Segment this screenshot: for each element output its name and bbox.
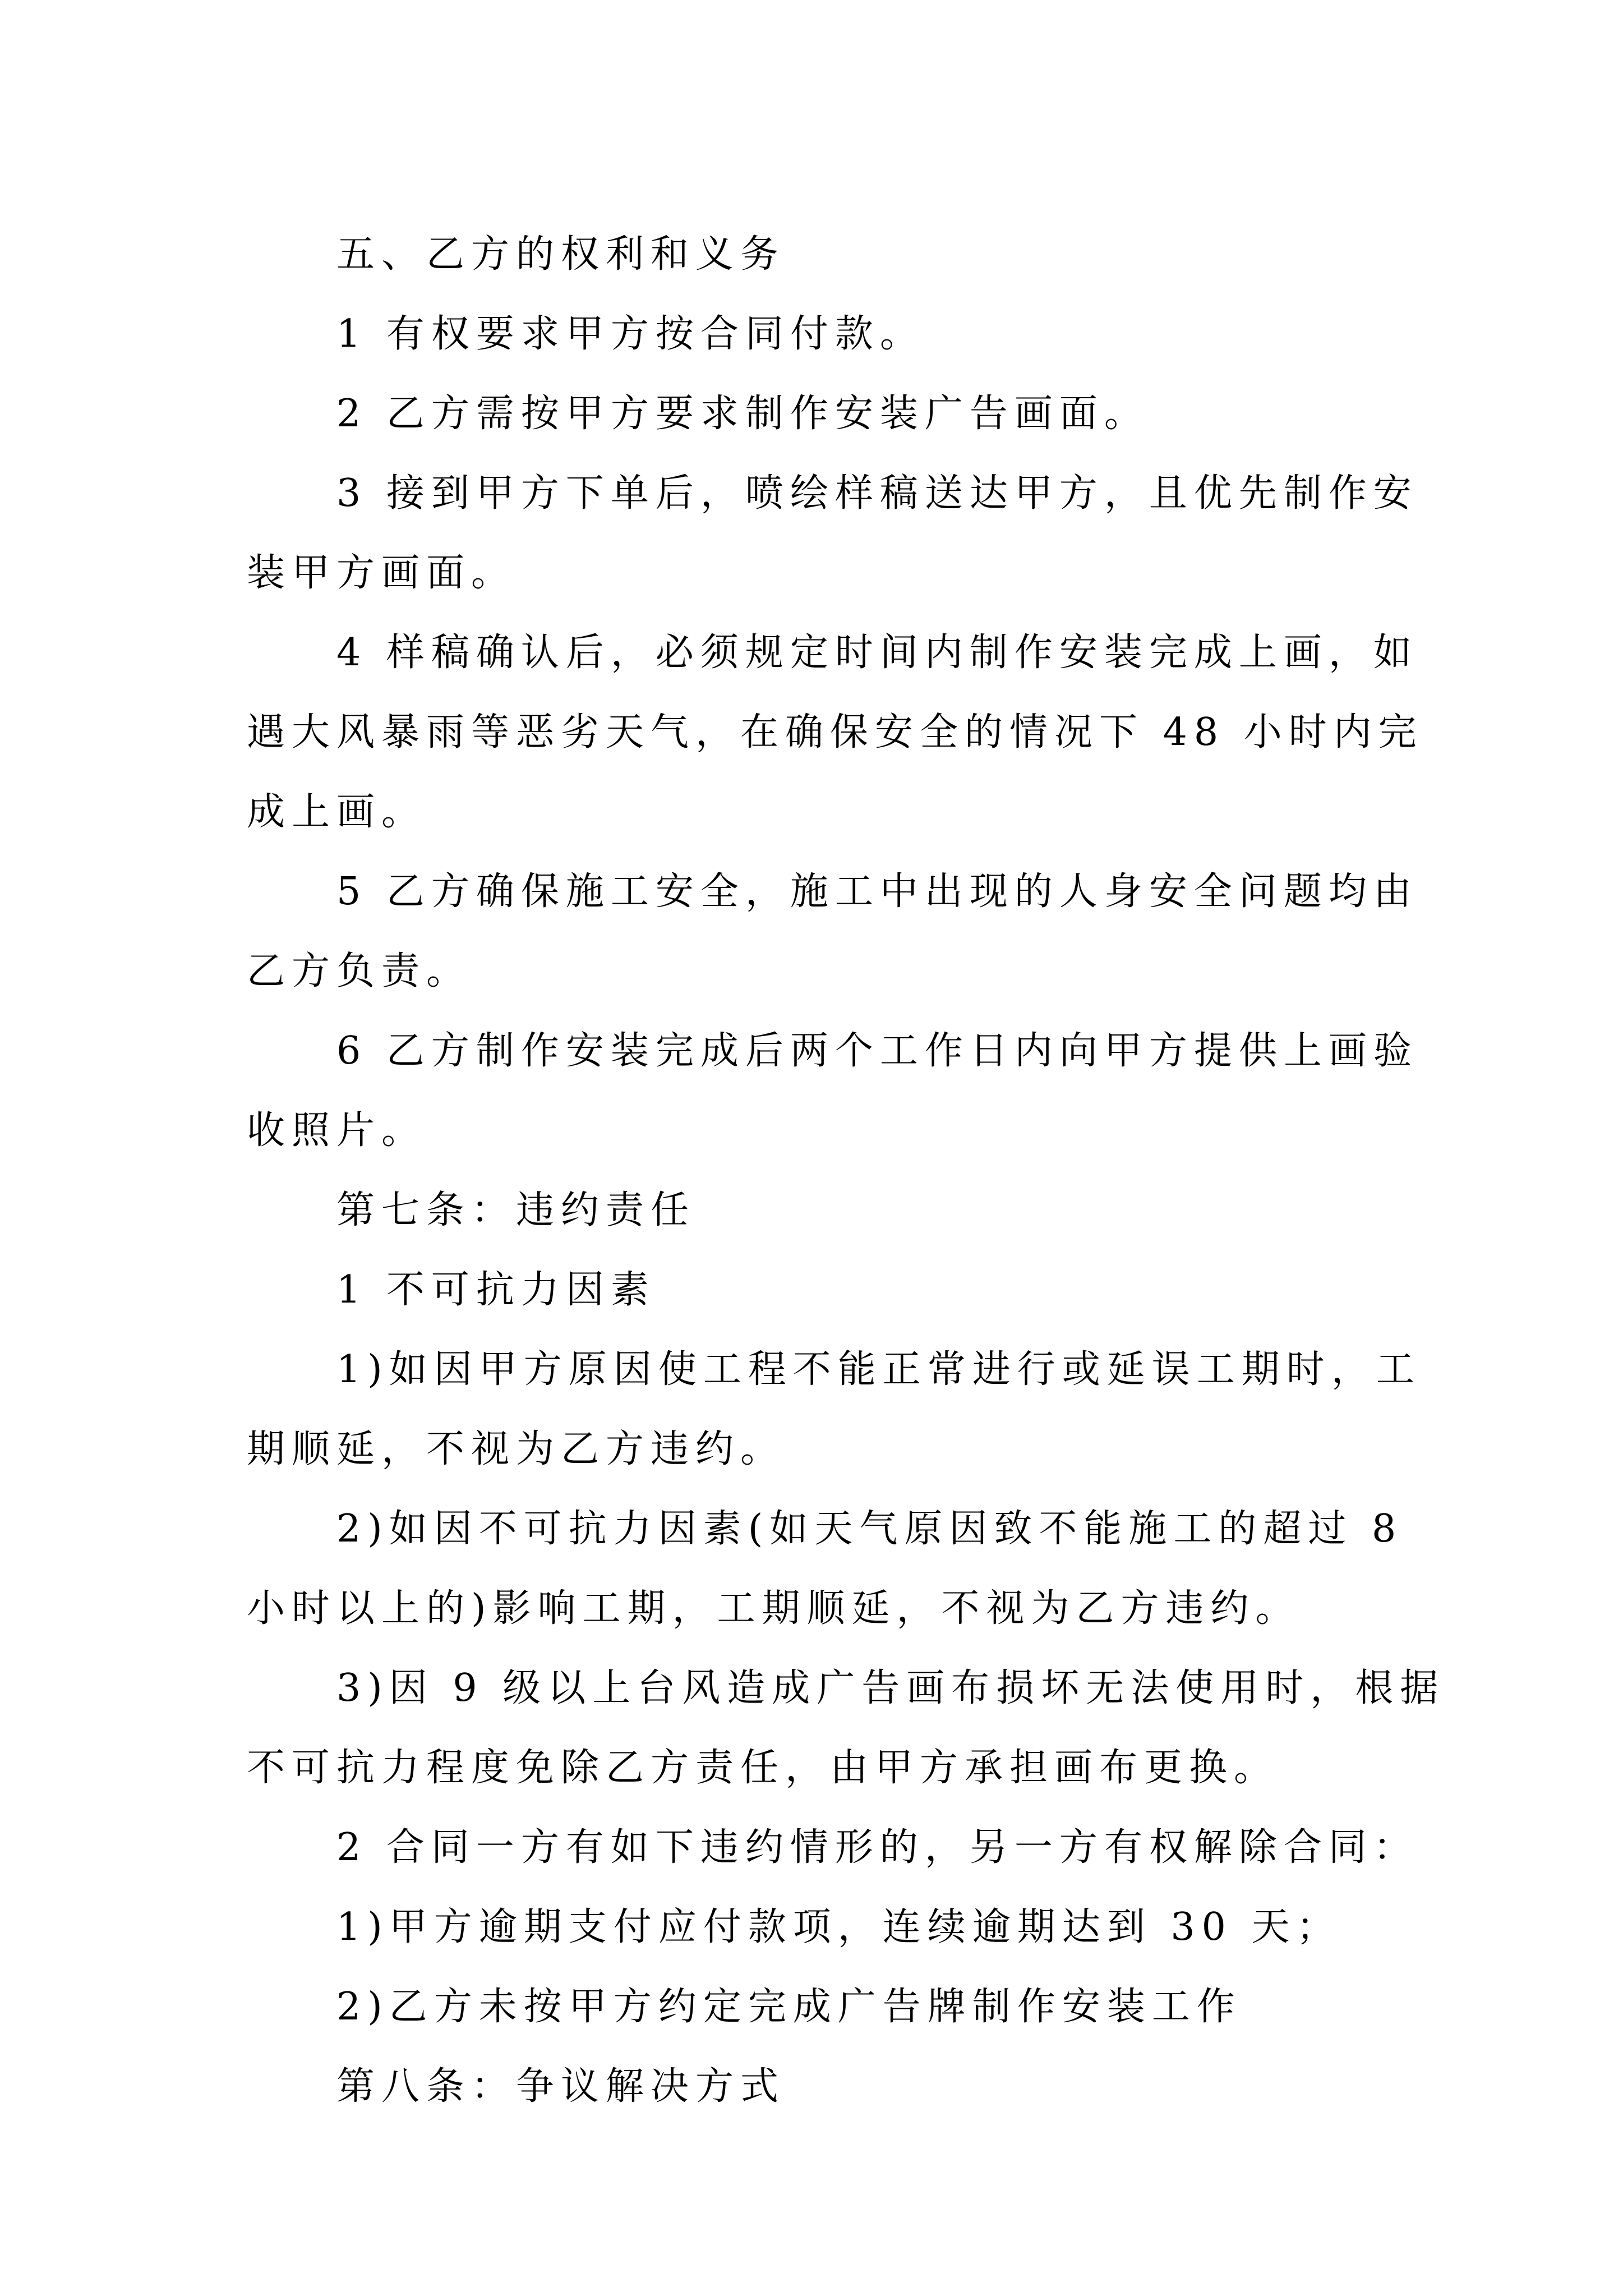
clause-paragraph bbox=[247, 295, 1391, 374]
line: 第七条：违约责任 bbox=[336, 1188, 696, 1232]
clause-paragraph bbox=[247, 1011, 1418, 1171]
line: 2 乙方需按甲方要求制作安装广告画面。 bbox=[336, 392, 1149, 436]
line: 不可抗力程度免除乙方责任，由甲方承担画布更换。 bbox=[247, 1746, 1279, 1790]
line: 5 乙方确保施工安全，施工中出现的人身安全问题均由 bbox=[336, 869, 1418, 914]
article-heading-dispute-resolution bbox=[247, 2047, 1391, 2127]
clause-paragraph bbox=[247, 1330, 1421, 1489]
line: 2 合同一方有如下违约情形的，另一方有权解除合同： bbox=[336, 1825, 1418, 1870]
line: 4 样稿确认后，必须规定时间内制作安装完成上画，如 bbox=[336, 631, 1418, 675]
clause-paragraph bbox=[247, 1649, 1445, 1808]
clause-paragraph bbox=[247, 852, 1418, 1011]
clause-paragraph bbox=[247, 613, 1423, 852]
line: 收照片。 bbox=[247, 1108, 427, 1153]
line: 五、乙方的权利和义务 bbox=[336, 232, 786, 277]
clause-paragraph bbox=[247, 1967, 1391, 2047]
clause-paragraph bbox=[247, 1888, 1391, 1967]
line: 1 有权要求甲方按合同付款。 bbox=[336, 312, 925, 356]
clause-paragraph bbox=[247, 1250, 1391, 1330]
clause-paragraph bbox=[247, 1489, 1403, 1649]
line: 第八条：争议解决方式 bbox=[336, 2064, 786, 2109]
line: 乙方负责。 bbox=[247, 949, 472, 993]
line: 3)因 9 级以上台风造成广告画布损坏无法使用时，根据 bbox=[336, 1666, 1445, 1710]
line: 2)乙方未按甲方约定完成广告牌制作安装工作 bbox=[336, 1985, 1242, 2029]
section-heading-party-b-rights bbox=[247, 215, 1391, 295]
line: 1)如因甲方原因使工程不能正常进行或延误工期时，工 bbox=[336, 1347, 1421, 1392]
clause-paragraph bbox=[247, 1808, 1418, 1888]
article-heading-breach-liability bbox=[247, 1171, 1391, 1250]
clause-paragraph bbox=[247, 374, 1391, 454]
line: 2)如因不可抗力因素(如天气原因致不能施工的超过 8 bbox=[336, 1507, 1403, 1551]
line: 3 接到甲方下单后，喷绘样稿送达甲方，且优先制作安 bbox=[336, 471, 1418, 516]
document-page bbox=[247, 215, 1445, 2127]
line: 1 不可抗力因素 bbox=[336, 1268, 656, 1312]
line: 期顺延，不视为乙方违约。 bbox=[247, 1427, 786, 1471]
clause-paragraph bbox=[247, 454, 1418, 613]
line: 6 乙方制作安装完成后两个工作日内向甲方提供上画验 bbox=[336, 1029, 1418, 1073]
line: 遇大风暴雨等恶劣天气，在确保安全的情况下 48 小时内完 bbox=[247, 710, 1423, 754]
line: 小时以上的)影响工期，工期顺延，不视为乙方违约。 bbox=[247, 1586, 1301, 1631]
line: 装甲方画面。 bbox=[247, 551, 517, 595]
line: 成上画。 bbox=[247, 790, 427, 834]
line: 1)甲方逾期支付应付款项，连续逾期达到 30 天； bbox=[336, 1905, 1341, 1949]
